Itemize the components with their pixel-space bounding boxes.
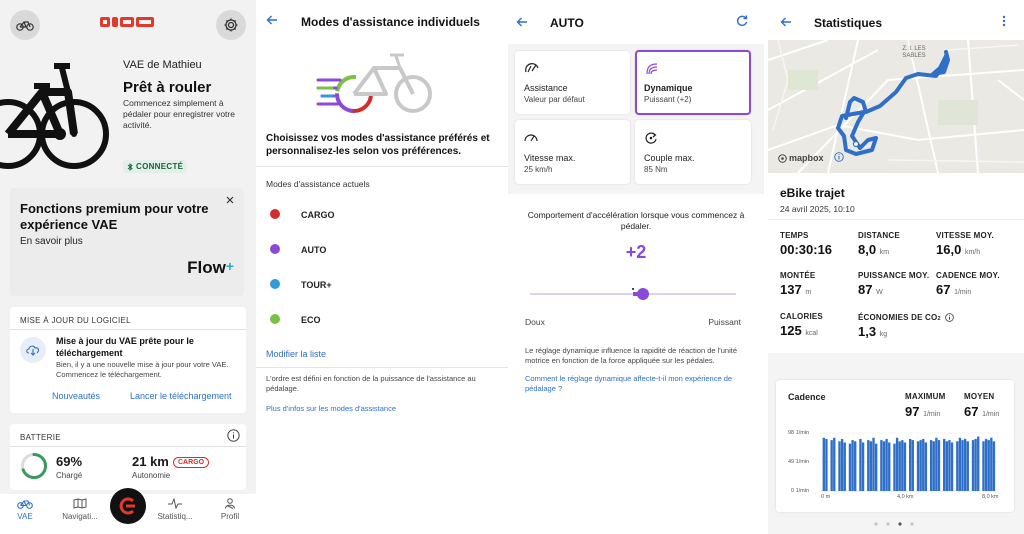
cadence-bar (844, 442, 846, 491)
premium-link[interactable]: En savoir plus (20, 236, 83, 247)
bluetooth-icon (127, 163, 133, 171)
bike-icon (17, 498, 33, 509)
cadence-bar (859, 439, 861, 491)
divider (256, 166, 508, 167)
battery-header: BATTERIE (20, 433, 61, 442)
battery-percent-label: Chargé (56, 471, 83, 480)
stat-label: TEMPS (780, 231, 809, 240)
section-label: Modes d'assistance actuels (266, 179, 370, 189)
statistics-screen (768, 0, 1024, 534)
battery-range-label: Autonomie (132, 471, 171, 480)
close-icon[interactable] (224, 194, 236, 206)
auto-mode-screen (508, 0, 764, 534)
cadence-bar (967, 441, 969, 491)
nav-navigation-label: Navigati... (62, 512, 98, 521)
ride-button[interactable] (110, 488, 146, 524)
stat-value (936, 282, 1000, 297)
x-tick-label: 8,0 km (982, 494, 999, 500)
settings-button[interactable] (216, 10, 246, 40)
stat-unit: 1/min (923, 411, 941, 418)
stat-label: PUISSANCE MOY. (858, 271, 930, 280)
stat-label-subscript: 2 (937, 316, 941, 322)
divider (256, 367, 508, 368)
cadence-avg-value: 67 (964, 404, 979, 419)
map-icon (73, 498, 87, 509)
stat-number: 00:30:16 (780, 242, 833, 257)
stat-unit: kcal (805, 330, 818, 337)
gear-icon (223, 17, 239, 33)
stat-co2 (858, 312, 954, 339)
stat-value (858, 282, 929, 297)
intro-text: Choisissez vos modes d'assistance préférés et personnalisez-les selon vos préférences. (266, 133, 490, 157)
cadence-bar (946, 441, 948, 491)
cadence-avg (964, 404, 999, 419)
tile-sub: 85 Nm (644, 165, 668, 174)
cadence-bar (917, 441, 919, 491)
page-title: Statistiques (814, 16, 883, 30)
trip-date: 24 avril 2025, 10:10 (780, 204, 855, 214)
divider (10, 446, 246, 447)
cadence-bar (919, 440, 921, 491)
mode-item[interactable] (270, 279, 280, 289)
stat-number: 87 (858, 282, 873, 297)
stat-avg-power (858, 271, 929, 297)
nav-profile[interactable] (216, 498, 244, 521)
stat-unit: W (876, 289, 883, 296)
cadence-bar (933, 441, 935, 491)
cadence-bar (935, 438, 937, 491)
bike-select-button[interactable] (10, 10, 40, 40)
back-arrow-icon[interactable] (780, 16, 792, 28)
cadence-bar (943, 439, 945, 491)
cadence-bar (988, 440, 990, 491)
cadence-bar (985, 439, 987, 491)
cadence-bar (959, 438, 961, 491)
cadence-bar (912, 440, 914, 491)
plus-icon: + (225, 258, 234, 274)
status-title: Prêt à rouler (123, 79, 212, 96)
dynamic-desc: Comportement d'accélération lorsque vous commencez à pédaler. (527, 210, 745, 231)
cadence-bar (899, 441, 901, 491)
stat-value (858, 324, 954, 339)
stat-value (936, 242, 994, 257)
stat-number: 8,0 (858, 242, 877, 257)
battery-percent: 69% (56, 454, 83, 469)
cadence-bar (938, 440, 940, 491)
mode-item[interactable] (270, 314, 280, 324)
cadence-bar (993, 441, 995, 491)
y-tick-label: 0 1/min (791, 488, 810, 494)
stat-unit: 1/min (954, 289, 972, 296)
x-tick-label: 0 m (821, 494, 831, 500)
cadence-series (823, 437, 996, 491)
bottom-nav (0, 494, 256, 534)
mapbox-icon (778, 154, 787, 163)
stat-label: VITESSE MOY. (936, 231, 994, 240)
more-info-link[interactable]: Plus d'infos sur les modes d'assistance (266, 404, 397, 413)
edit-list-link[interactable]: Modifier la liste (266, 349, 327, 359)
battery-card (10, 424, 246, 490)
slider-thumb[interactable] (637, 288, 649, 300)
nav-navigation[interactable] (60, 498, 100, 521)
premium-title: Fonctions premium pour votre expérience VAE (20, 201, 209, 232)
cadence-bar (825, 439, 827, 491)
route-map[interactable] (768, 40, 1024, 173)
stat-number: 137 (780, 282, 802, 297)
pager-dots[interactable] (872, 521, 920, 527)
stat-label-text: ÉCONOMIES DE CO (858, 312, 938, 322)
update-title: Mise à jour du VAE prête pour le téléchargement (56, 336, 194, 358)
stat-unit: kg (879, 331, 888, 338)
bike-icon (16, 19, 34, 31)
cadence-bar (961, 440, 963, 491)
nav-profile-label: Profil (220, 512, 240, 521)
cadence-bar (904, 442, 906, 491)
battery-ring (20, 452, 48, 480)
nav-stats[interactable] (154, 498, 196, 521)
stat-avg-cadence (936, 271, 1000, 297)
cadence-bar (990, 438, 992, 491)
mode-color-dot (270, 279, 280, 289)
y-tick-label: 98 1/min (788, 430, 810, 436)
tile-sub: Puissant (+2) (644, 95, 692, 104)
map-area-label: Z. I. LES SABLES (902, 46, 926, 59)
cadence-bar (956, 441, 958, 491)
cadence-bar (909, 439, 911, 491)
gauge-icon (524, 62, 540, 74)
slider-min-label: Doux (525, 317, 545, 327)
cadence-bar (896, 438, 898, 491)
trip-summary (768, 173, 1024, 353)
nav-vae-label: VAE (17, 512, 33, 521)
tile-title: Couple max. (644, 153, 695, 163)
cadence-bar (880, 440, 882, 491)
dynamic-info: Le réglage dynamique influence la rapidité de réaction de l'unité motrice en fonction de la force appliquée sur les pédales. (525, 346, 737, 365)
cadence-bar (838, 441, 840, 491)
flow-brand-text: Flow (187, 258, 226, 277)
tile-title: Vitesse max. (524, 153, 576, 163)
header-bar (508, 0, 764, 44)
bike-name: VAE de Mathieu (123, 59, 202, 71)
stat-value (780, 323, 823, 338)
cadence-bar (925, 442, 927, 491)
cadence-bar (974, 439, 976, 491)
nav-stats-label: Statistiq... (157, 512, 193, 521)
divider (768, 219, 1024, 220)
more-vertical-icon[interactable] (1002, 15, 1006, 27)
info-icon[interactable] (945, 313, 954, 322)
cadence-max (905, 404, 940, 419)
stat-label: MONTÉE (780, 271, 816, 280)
cadence-bar (830, 440, 832, 491)
brand-logo (100, 15, 154, 29)
mode-item[interactable] (270, 209, 280, 219)
cadence-bar (948, 440, 950, 491)
dynamic-help-link[interactable]: Comment le réglage dynamique affecte-t-il mon expérience de pédalage ? (525, 374, 733, 393)
cadence-bar (875, 444, 877, 491)
pulse-icon (168, 498, 182, 509)
cadence-title: Cadence (788, 392, 826, 402)
modes-illustration (316, 50, 436, 116)
stat-unit: 1/min (982, 411, 1000, 418)
back-arrow-icon[interactable] (516, 16, 528, 28)
home-screen (0, 0, 256, 534)
stat-label: DISTANCE (858, 231, 900, 240)
trip-title: eBike trajet (780, 186, 845, 200)
tile-title: Assistance (524, 83, 568, 93)
cadence-bar (901, 440, 903, 491)
mode-tag: CARGO (173, 457, 209, 468)
stat-number: 125 (780, 323, 802, 338)
stat-time (780, 231, 832, 257)
stat-value (780, 282, 815, 297)
stat-label: CALORIES (780, 312, 823, 321)
tile-sub: Valeur par défaut (524, 95, 585, 104)
cloud-download-icon (25, 344, 41, 356)
tile-sub: 25 km/h (524, 165, 553, 174)
mode-item[interactable] (270, 244, 280, 254)
mode-label: TOUR+ (301, 280, 332, 290)
mode-label: AUTO (301, 245, 327, 255)
cadence-bar (841, 439, 843, 491)
stat-calories (780, 312, 823, 338)
profile-icon (224, 498, 236, 509)
x-tick-label: 4,0 km (897, 494, 914, 500)
header-bar (768, 0, 1024, 40)
dynamic-value: +2 (625, 242, 647, 262)
stat-avg-speed (936, 231, 994, 257)
stat-value (858, 242, 900, 257)
status-desc: Commencez simplement à pédaler pour enregistrer votre activité. (123, 98, 235, 130)
dynamic-tile[interactable] (635, 50, 751, 115)
assistance-tile[interactable] (515, 51, 630, 114)
info-icon[interactable] (227, 429, 240, 442)
slider-default-mark (632, 288, 634, 290)
connected-badge (123, 160, 187, 173)
flow-brand (187, 258, 234, 278)
stat-unit: km/h (964, 249, 981, 256)
assistance-modes-screen (256, 0, 508, 534)
software-update-card (10, 307, 246, 413)
battery-range: 21 km (132, 454, 169, 469)
info-icon[interactable] (834, 152, 844, 162)
torque-icon (644, 131, 658, 145)
cadence-bar (854, 441, 856, 491)
y-tick-label: 49 1/min (788, 459, 810, 465)
cadence-chart (820, 430, 998, 492)
cadence-max-label: MAXIMUM (905, 392, 946, 401)
cadence-bar (872, 438, 874, 491)
download-button[interactable]: Lancer le téléchargement (130, 391, 232, 401)
cadence-card (776, 380, 1014, 512)
mode-color-dot (270, 314, 280, 324)
mapbox-text: mapbox (789, 153, 824, 163)
stat-number: 16,0 (936, 242, 962, 257)
cadence-bar (883, 441, 885, 491)
refresh-icon[interactable] (736, 15, 748, 27)
cadence-max-value: 97 (905, 404, 920, 419)
max-speed-tile[interactable] (515, 120, 630, 184)
cadence-bar (851, 440, 853, 491)
mode-color-dot (270, 244, 280, 254)
stat-distance (858, 231, 900, 257)
tile-title: Dynamique (644, 83, 693, 93)
order-note: L'ordre est défini en fonction de la puissance de l'assistance au pédalage. (266, 374, 476, 393)
connected-label: CONNECTÉ (136, 162, 184, 171)
cadence-bar (922, 439, 924, 491)
update-icon-bg (20, 337, 46, 363)
cadence-bar (885, 439, 887, 491)
cadence-bar (930, 440, 932, 491)
page-title: AUTO (550, 16, 584, 30)
nav-vae[interactable] (14, 498, 36, 521)
stat-unit: m (805, 289, 812, 296)
mapbox-logo (778, 153, 824, 163)
update-desc: Bien, il y a une nouvelle mise à jour pour votre VAE. Commencez le téléchargement. (56, 360, 229, 379)
ride-icon (117, 495, 139, 517)
cadence-bar (833, 438, 835, 491)
dynamic-slider[interactable] (530, 280, 736, 308)
cadence-bar (977, 437, 979, 491)
cadence-bar (972, 440, 974, 491)
cadence-bar (964, 439, 966, 491)
stat-label: CADENCE MOY. (936, 271, 1000, 280)
stat-label (858, 312, 954, 322)
cadence-avg-label: MOYEN (964, 392, 995, 401)
stat-number: 1,3 (858, 324, 877, 339)
cadence-bar (849, 444, 851, 491)
cadence-bar (870, 441, 872, 491)
max-torque-tile[interactable] (635, 120, 751, 184)
cadence-bar (823, 438, 825, 491)
premium-card[interactable] (10, 188, 244, 296)
cadence-bar (867, 440, 869, 491)
mode-color-dot (270, 209, 280, 219)
mode-label: ECO (301, 315, 321, 325)
update-header: MISE À JOUR DU LOGICIEL (20, 316, 131, 325)
cadence-bar (982, 441, 984, 491)
cadence-bar (893, 444, 895, 491)
back-arrow-icon[interactable] (266, 14, 278, 26)
cadence-bar (888, 442, 890, 491)
cadence-bar (951, 442, 953, 491)
speedometer-icon (524, 132, 538, 142)
dynamic-icon (645, 62, 659, 76)
stat-unit: km (879, 249, 890, 256)
page-title: Modes d'assistance individuels (301, 15, 480, 29)
news-button[interactable]: Nouveautés (52, 391, 101, 401)
cadence-bar (862, 442, 864, 491)
mode-label: CARGO (301, 210, 335, 220)
stat-climb (780, 271, 815, 297)
slider-max-label: Puissant (708, 317, 741, 327)
stat-value (780, 242, 832, 257)
stat-number: 67 (936, 282, 951, 297)
divider (10, 329, 246, 330)
bike-image (0, 56, 120, 176)
